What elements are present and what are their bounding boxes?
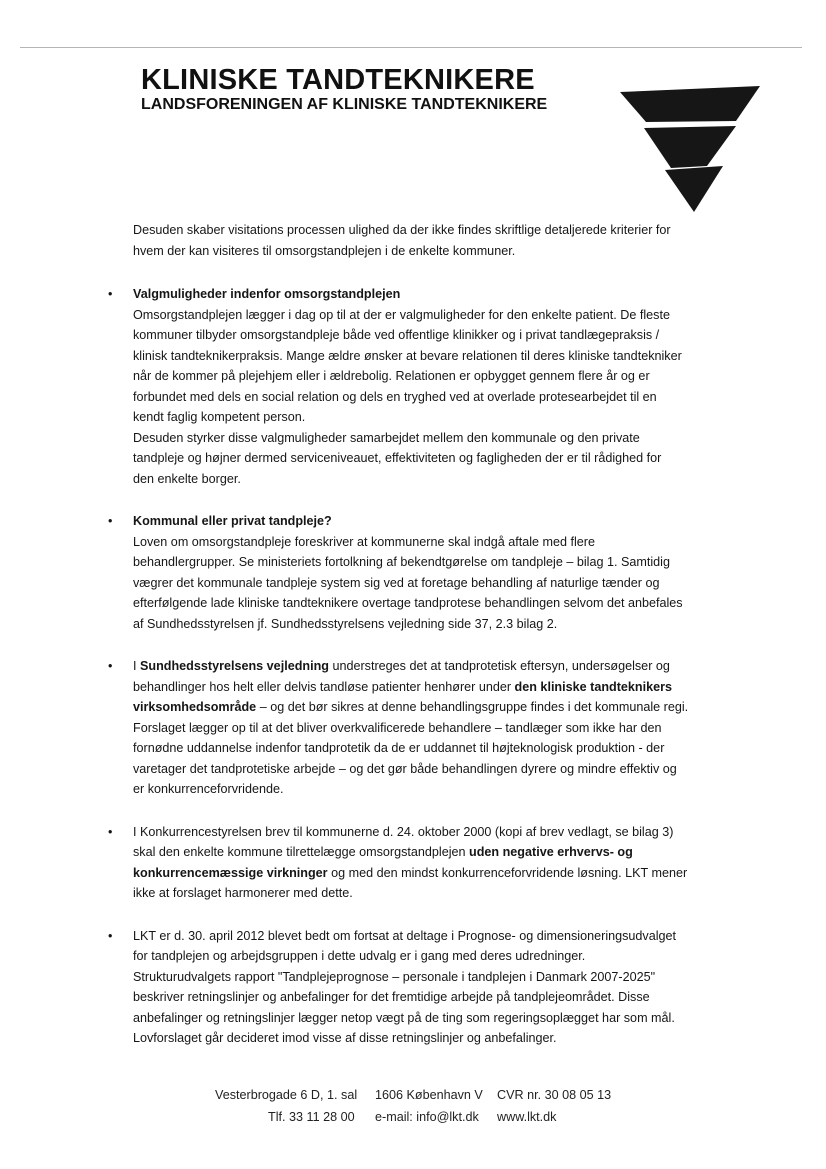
section-line xyxy=(133,946,733,967)
bullet-marker: • xyxy=(108,659,113,673)
section-line xyxy=(133,842,733,863)
section-line: den enkelte borger. xyxy=(133,471,241,486)
letterhead-subtitle: LANDSFORENINGEN AF KLINISKE TANDTEKNIKERE xyxy=(141,96,548,113)
footer-cvr: CVR nr. 30 08 05 13 xyxy=(497,1088,612,1102)
section-sundhedsstyrelsen xyxy=(108,656,733,800)
bold-text-run: konkurrencemæssige virkninger xyxy=(133,865,328,880)
footer-email: e-mail: info@lkt.dk xyxy=(375,1110,479,1124)
section-line: af Sundhedsstyrelsen jf. Sundhedsstyrelsens vejledning side 37, 2.3 bilag 2. xyxy=(133,616,558,631)
lkt-logo xyxy=(620,86,760,212)
footer-city: 1606 København V xyxy=(375,1088,483,1102)
bold-text-run: uden negative erhvervs- og xyxy=(469,845,633,859)
text-run: anbefalinger og retningslinjer lægger netop vægt på de ting som regeringsoplægget har som mål. xyxy=(133,1010,675,1025)
section-line xyxy=(133,759,733,780)
text-run: Lovforslaget går decideret imod visse af disse retningslinjer og anbefalinger. xyxy=(133,1031,557,1045)
intro-line: hvem der kan visiteres til omsorgstandplejen i de enkelte kommuner. xyxy=(133,243,516,258)
intro-line: Desuden skaber visitations processen ulighed da der ikke findes skriftlige detaljerede kriterier for xyxy=(133,223,671,237)
intro-paragraph xyxy=(133,220,733,261)
section-line xyxy=(133,987,733,1008)
text-run: Strukturudvalgets rapport "Tandplejeprognose – personale i tandplejen i Danmark 2007-2025" xyxy=(133,969,656,984)
section-line xyxy=(133,779,733,800)
section-heading: Valgmuligheder indenfor omsorgstandplejen xyxy=(133,287,401,301)
section-line: tandpleje og højner dermed serviceniveauet, effektiviteten og fagligheden der er til rådighed for xyxy=(133,451,662,465)
text-run: understreges det at tandprotetisk eftersyn, undersøgelser og xyxy=(328,659,670,673)
bullet-marker: • xyxy=(108,824,113,839)
bold-text-run: Sundhedsstyrelsens vejledning xyxy=(140,659,329,673)
logo-triangle-middle xyxy=(644,126,736,168)
section-line: klinisk tandteknikerpraksis. Mange ældre ønsker at bevare relationen til deres kliniske tandtekniker xyxy=(133,348,682,363)
text-run: I Konkurrencestyrelsen brev til kommunerne d. 24. oktober 2000 (kopi af brev vedlagt, se bilag 3) xyxy=(133,824,674,839)
letterhead-title: KLINISKE TANDTEKNIKERE xyxy=(141,64,535,96)
section-prognose xyxy=(108,926,733,1049)
text-run: LKT er d. 30. april 2012 blevet bedt om fortsat at deltage i Prognose- og dimensioneringsudvalget xyxy=(133,928,677,943)
section-line xyxy=(133,697,733,718)
section-line xyxy=(133,883,733,904)
footer-web: www.lkt.dk xyxy=(497,1110,557,1124)
bold-text-run: virksomhedsområde xyxy=(133,700,257,714)
text-run: varetager det tandprotetiske arbejde – og det gør både behandlingen dyrere og mindre effektiv og xyxy=(133,761,677,776)
section-valgmuligheder xyxy=(108,284,733,489)
text-run: behandlinger hos helt eller delvis tandløse patienter henhører under xyxy=(133,679,515,694)
text-run: ikke at forslaget harmonerer med dette. xyxy=(133,886,353,900)
logo-triangle-bottom xyxy=(665,166,723,212)
section-line: efterfølgende lade kliniske tandteknikere overtage tandprotese behandlingen selvom det anbefales xyxy=(133,596,683,610)
text-run: er konkurrenceforvridende. xyxy=(133,782,284,796)
section-line xyxy=(133,1028,733,1049)
section-line xyxy=(133,656,733,677)
text-run: for tandplejen og arbejdsgruppen i dette udvalg er i gang med deres udredninger. xyxy=(133,949,586,963)
text-run: beskriver retningslinjer og anbefalinger for det fremtidige arbejde på tandplejeområdet. Disse xyxy=(133,990,650,1004)
bullet-marker: • xyxy=(108,514,113,528)
section-line: forbundet med dels en social relation og dels en tryghed ved at overlade protesearbejdet til en xyxy=(133,389,657,404)
bold-text-run: den kliniske tandteknikers xyxy=(514,679,673,694)
text-run: Forslaget lægger op til at det bliver overkvalificerede behandlere – tandlæger som ikke har den xyxy=(133,720,662,735)
section-line: behandlergrupper. Se ministeriets fortolkning af bekendtgørelse om tandpleje – bilag 1. Samtidig xyxy=(133,555,670,569)
section-line xyxy=(133,863,733,884)
section-line xyxy=(133,738,733,759)
text-run: I xyxy=(133,659,140,673)
section-line xyxy=(133,822,733,843)
section-kommunal-privat xyxy=(108,511,733,634)
top-rule xyxy=(20,47,802,48)
section-line xyxy=(133,967,733,988)
bullet-marker: • xyxy=(108,287,113,301)
section-line: kendt faglig kompetent person. xyxy=(133,410,306,424)
section-line: Omsorgstandplejen lægger i dag op til at der er valgmuligheder for den enkelte patient. De fleste xyxy=(133,307,670,322)
section-line: kommuner tilbyder omsorgstandpleje både ved offentlige klinikker og i privat tandlægepraksis / xyxy=(133,328,660,342)
section-heading: Kommunal eller privat tandpleje? xyxy=(133,514,332,528)
text-run: og med den mindst konkurrenceforvridende løsning. LKT mener xyxy=(327,865,688,880)
letter-body xyxy=(108,220,733,1049)
section-line xyxy=(133,1008,733,1029)
section-line: vægrer det kommunale tandpleje system sig ved at foretage behandling af naturlige tænder og xyxy=(133,575,660,590)
text-run: – og det bør sikres at denne behandlingsgruppe findes i det kommunale regi. xyxy=(256,700,689,714)
section-line xyxy=(133,926,733,947)
footer-phone: Tlf. 33 11 28 00 xyxy=(268,1110,355,1124)
section-line: Desuden styrker disse valgmuligheder samarbejdet mellem den kommunale og den private xyxy=(133,430,640,445)
bullet-marker: • xyxy=(108,928,113,943)
footer-address: Vesterbrogade 6 D, 1. sal xyxy=(215,1088,358,1102)
section-line: når de kommer på plejehjem eller i ældrebolig. Relationen er opbygget gennem flere år og er xyxy=(133,369,650,383)
section-line: Loven om omsorgstandpleje foreskriver at kommunerne skal indgå aftale med flere xyxy=(133,534,596,549)
section-konkurrencestyrelsen xyxy=(108,822,733,904)
text-run: skal den enkelte kommune tilrettelægge omsorgstandplejen xyxy=(133,845,470,859)
letterhead xyxy=(141,64,547,114)
section-line xyxy=(133,718,733,739)
text-run: fornødne uddannelse indenfor tandprotetik da de er uddannet til højteknologisk produktion - der xyxy=(133,741,665,755)
section-line xyxy=(133,677,733,698)
logo-triangle-top xyxy=(620,86,760,122)
